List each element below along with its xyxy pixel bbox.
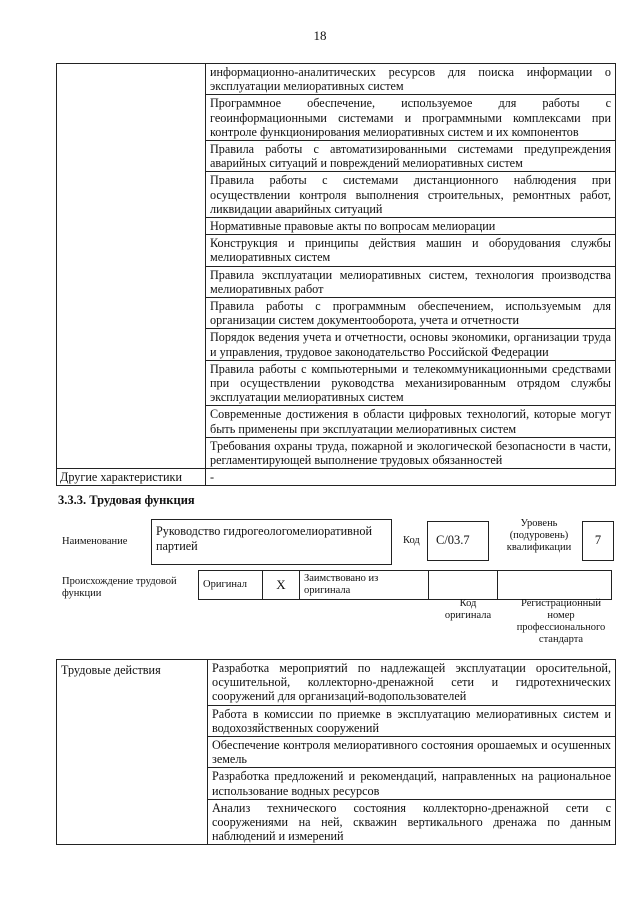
table-cell: Работа в комиссии по приемке в эксплуатацию мелиоративных систем и водохозяйственных сооружений [208, 705, 616, 736]
original-label: Оригинал [199, 571, 263, 600]
registration-number-cell [498, 571, 612, 600]
labor-actions-label: Трудовые действия [57, 660, 208, 845]
table-cell: Анализ технического состояния коллекторно-дренажной сети с сооружениями на ней, скважин вертикального дренажа по данным наблюдений и измерений [208, 799, 616, 845]
other-characteristics-label: Другие характеристики [57, 469, 206, 486]
table-cell: Правила работы с автоматизированными системами предупреждения аварийных ситуаций и повреждений мелиоративных систем [206, 141, 616, 172]
table-cell: Программное обеспечение, используемое для работы с геоинформационными системами и программными комплексами при контроле функционирования мелиоративных систем и их компонентов [206, 95, 616, 141]
registration-number-caption: Регистрационный номер профессионального стандарта [516, 598, 606, 645]
table-row [57, 64, 616, 95]
name-value: Руководство гидрогеологомелиоративной партией [151, 519, 392, 565]
table-cell: Правила работы с системами дистанционного наблюдения при осуществлении контроля выполнения строительных, ремонтных работ, ликвидации аварийных ситуаций [206, 172, 616, 218]
original-code-cell [429, 571, 498, 600]
page-number: 18 [313, 28, 327, 43]
qualification-level-label: Уровень (подуровень) квалификации [506, 518, 572, 553]
table-row [199, 571, 612, 600]
section-heading: 3.3.3. Трудовая функция [58, 493, 195, 507]
table-cell: Конструкция и принципы действия машин и оборудования службы мелиоративных систем [206, 235, 616, 266]
table-cell: Правила эксплуатации мелиоративных систем, технология производства мелиоративных работ [206, 266, 616, 297]
table-cell: Современные достижения в области цифровых технологий, которые могут быть применены при эксплуатации мелиоративных систем [206, 406, 616, 437]
name-label: Наименование [62, 536, 128, 547]
table-cell: Правила работы с компьютерными и телекоммуникационными средствами при осуществлении руководства механизированным отрядом службы эксплуатации мелиоративных систем [206, 360, 616, 406]
table-cell: Разработка предложений и рекомендаций, направленных на рациональное использование водных ресурсов [208, 768, 616, 799]
knowledge-table [56, 63, 616, 486]
labor-actions-table [56, 659, 616, 845]
code-value: С/03.7 [427, 521, 489, 561]
borrowed-label: Заимствовано из оригинала [300, 571, 429, 600]
table-row [57, 660, 616, 706]
table-cell: Разработка мероприятий по надлежащей эксплуатации оросительной, осушительной, коллекторно-дренажной сети и гидротехнических сооружений для организаций-водопользователей [208, 660, 616, 706]
original-mark: X [263, 571, 300, 600]
qualification-level-value: 7 [582, 521, 614, 561]
table-row [57, 469, 616, 486]
other-characteristics-value: - [206, 469, 616, 486]
table-cell: Требования охраны труда, пожарной и экологической безопасности в части, регламентирующей выполнение трудовых обязанностей [206, 437, 616, 468]
origin-table [198, 570, 612, 600]
table-cell: Нормативные правовые акты по вопросам мелиорации [206, 218, 616, 235]
row-label [57, 64, 206, 469]
original-code-caption: Код оригинала [444, 598, 492, 621]
table-cell: информационно-аналитических ресурсов для поиска информации о эксплуатации мелиоративных систем [206, 64, 616, 95]
table-cell: Правила работы с программным обеспечением, используемым для организации систем документооборота, учета и отчетности [206, 298, 616, 329]
table-cell: Обеспечение контроля мелиоративного состояния орошаемых и осушенных земель [208, 737, 616, 768]
origin-label: Происхождение трудовой функции [62, 576, 177, 599]
table-cell: Порядок ведения учета и отчетности, основы экономики, организации труда и управления, трудовое законодательство Российской Федерации [206, 329, 616, 360]
code-label: Код [403, 535, 420, 546]
